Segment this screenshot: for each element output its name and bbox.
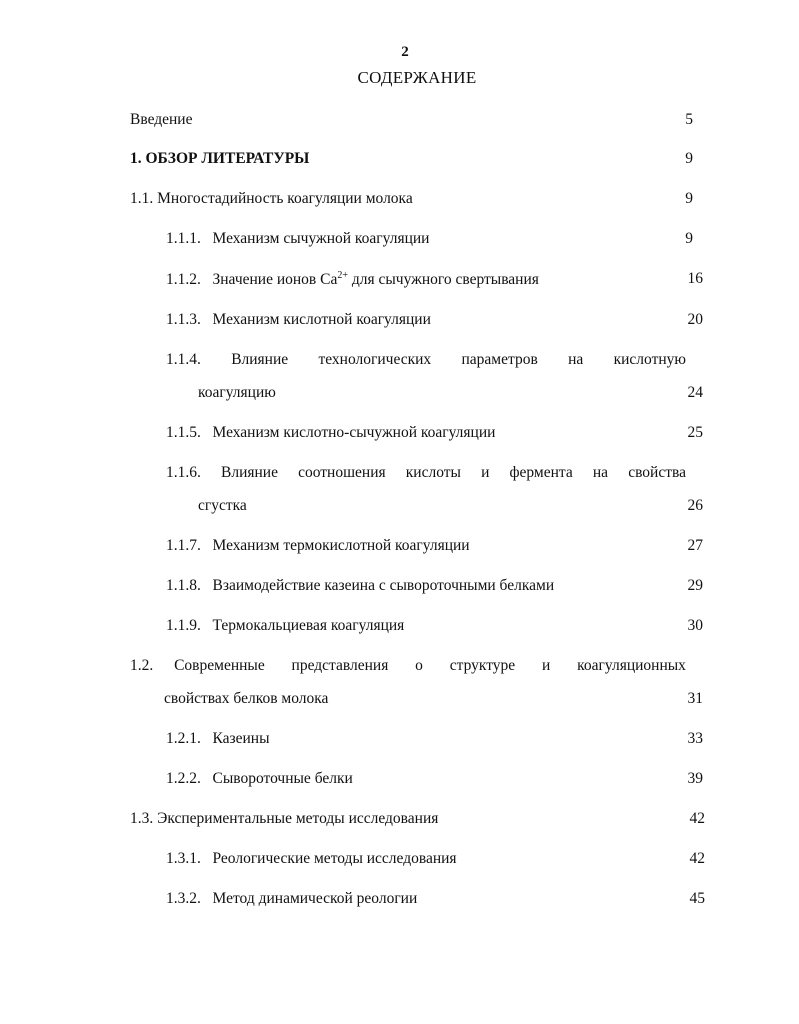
- word: и: [481, 464, 490, 481]
- section-number: 1.1.8.: [166, 577, 201, 594]
- toc-entry-1-1-6-cont[interactable]: сгустка: [198, 497, 247, 514]
- section-number: 1.3.1.: [166, 850, 201, 867]
- section-title: Метод динамической реологии: [212, 890, 418, 907]
- word: фермента: [509, 464, 573, 481]
- section-title: Сывороточные белки: [212, 770, 353, 787]
- toc-page-1-3: 42: [689, 810, 705, 827]
- toc-page-1-1-6: 26: [687, 497, 703, 514]
- word: технологических: [318, 351, 432, 368]
- toc-entry-1-1-2[interactable]: [166, 270, 539, 289]
- toc-page-1-1-9: 30: [687, 617, 703, 634]
- toc-entry-1-1-5[interactable]: [166, 424, 495, 442]
- toc-entry-1-3-2[interactable]: [166, 890, 417, 908]
- section-title: Значение ионов Ca: [212, 271, 338, 289]
- toc-entry-1-1-4-cont[interactable]: коагуляцию: [198, 384, 276, 401]
- toc-entry-1-1-9[interactable]: [166, 617, 404, 635]
- word: параметров: [461, 351, 538, 368]
- toc-entry-1-1-6[interactable]: [166, 464, 686, 482]
- word: соотношения: [298, 464, 386, 481]
- toc-page-1-2-2: 39: [687, 770, 703, 787]
- word: кислотную: [613, 351, 686, 368]
- toc-page-1-1-5: 25: [687, 424, 703, 441]
- toc-page-1-1-8: 29: [687, 577, 703, 594]
- word: Современные: [174, 657, 265, 674]
- toc-entry-1-1-8[interactable]: [166, 577, 554, 595]
- section-number: 1.1.7.: [166, 537, 201, 554]
- toc-entry-1-3[interactable]: 1.3. Экспериментальные методы исследования: [130, 810, 439, 827]
- word: структуре: [449, 657, 516, 674]
- section-title: Механизм кислотной коагуляции: [212, 311, 431, 328]
- toc-entry-chapter-1[interactable]: 1. ОБЗОР ЛИТЕРАТУРЫ: [130, 150, 310, 167]
- section-number: 1.2.1.: [166, 730, 201, 747]
- toc-page-1-1-3: 20: [687, 311, 703, 328]
- toc-entry-1-2-1[interactable]: [166, 730, 270, 748]
- section-title: Термокальциевая коагуляция: [212, 617, 405, 634]
- section-number: 1.1.5.: [166, 424, 201, 441]
- word: на: [592, 464, 609, 481]
- word: на: [568, 351, 584, 368]
- superscript: 2+: [337, 270, 348, 281]
- section-number: 1.1.6.: [166, 464, 201, 481]
- toc-entry-1-1-7[interactable]: [166, 537, 470, 555]
- toc-entry-1-1-1[interactable]: [166, 230, 429, 248]
- section-number: 1.2.: [130, 657, 154, 674]
- section-number: 1.1.4.: [166, 351, 201, 368]
- page-number: 2: [401, 44, 409, 60]
- toc-page-1-3-1: 42: [689, 850, 705, 867]
- toc-page-1-1-7: 27: [687, 537, 703, 554]
- word: Влияние: [221, 464, 278, 481]
- word: и: [542, 657, 551, 674]
- toc-page-1-2: 31: [687, 690, 703, 707]
- toc-page-1-1-1: 9: [685, 230, 693, 247]
- section-title: Казеины: [212, 730, 270, 747]
- word: коагуляционных: [577, 657, 686, 674]
- toc-page-1-3-2: 45: [689, 890, 705, 907]
- section-number: 1.3.2.: [166, 890, 201, 907]
- toc-entry-intro[interactable]: Введение: [130, 111, 193, 128]
- section-title: Механизм кислотно-сычужной коагуляции: [212, 424, 496, 441]
- section-title: Реологические методы исследования: [212, 850, 457, 867]
- section-title: Механизм сычужной коагуляции: [212, 230, 430, 247]
- page-title: СОДЕРЖАНИЕ: [357, 68, 477, 87]
- toc-page-1-2-1: 33: [687, 730, 703, 747]
- word: Влияние: [231, 351, 289, 368]
- word: о: [415, 657, 423, 674]
- section-number: 1.1.3.: [166, 311, 201, 328]
- toc-entry-1-1[interactable]: 1.1. Многостадийность коагуляции молока: [130, 190, 413, 207]
- section-number: 1.2.2.: [166, 770, 201, 787]
- word: свойства: [628, 464, 686, 481]
- toc-entry-1-1-3[interactable]: [166, 311, 431, 329]
- toc-entry-1-2-2[interactable]: [166, 770, 353, 788]
- toc-entry-1-1-4[interactable]: [166, 351, 686, 369]
- toc-page-1-1-2: 16: [687, 270, 703, 287]
- section-number: 1.1.1.: [166, 230, 201, 247]
- toc-page-1-1: 9: [685, 190, 693, 207]
- toc-page-intro: 5: [685, 111, 693, 128]
- section-title: Механизм термокислотной коагуляции: [212, 537, 470, 554]
- section-title: Взаимодействие казеина с сывороточными белками: [212, 577, 555, 594]
- toc-entry-1-2-cont[interactable]: свойствах белков молока: [164, 690, 329, 707]
- word: кислоты: [405, 464, 461, 481]
- section-number: 1.1.2.: [166, 271, 201, 289]
- toc-page-1-1-4: 24: [687, 384, 703, 401]
- toc-entry-1-3-1[interactable]: [166, 850, 457, 868]
- section-number: 1.1.9.: [166, 617, 201, 634]
- section-title-cont: для сычужного свертывания: [347, 271, 539, 289]
- toc-page-chapter-1: 9: [685, 150, 693, 167]
- toc-entry-1-2[interactable]: [130, 657, 686, 675]
- word: представления: [291, 657, 389, 674]
